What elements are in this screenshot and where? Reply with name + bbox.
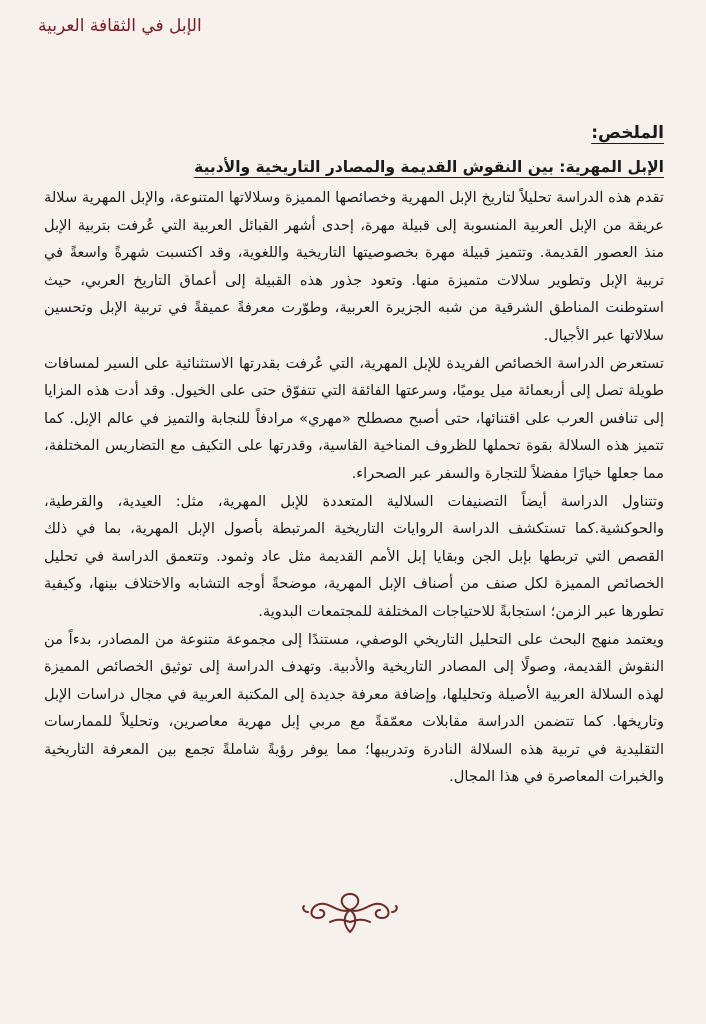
ornament-divider-icon	[300, 888, 400, 938]
abstract-heading: الملخص:	[591, 123, 664, 143]
abstract-paragraph: تستعرض الدراسة الخصائص الفريدة للإبل المهرية، التي عُرفت بقدرتها الاستثنائية على السير لمسافات طويلة تصل إلى أربعمائة ميل يوميًا، وسرعتها الفائقة التي تتفوّق حتى على الخيول. وقد أدت هذه المزايا إلى تنافس العرب على اقتنائها، حتى أصبح مصطلح «مهري» مرادفاً للنجابة والتميز في عالم الإبل. كما تتميز هذه السلالة بقوة تحملها للظروف المناخية القاسية، وقدرتها على التكيف مع التضاريس المختلفة، مما جعلها خيارًا مفضلاً للتجارة والسفر عبر الصحراء.	[44, 354, 664, 482]
book-title-logo: الإبل في الثقافة العربية	[38, 16, 202, 36]
abstract-paragraph: وتتناول الدراسة أيضاً التصنيفات السلالية المتعددة للإبل المهرية، مثل: العيدية، والقرطية، والحوكشية.كما تستكشف الدراسة الروايات التاريخية المرتبطة بأصول الإبل المهرية، بما في ذلك القصص التي تربطها بإبل الجن وبقايا إبل الأمم القديمة مثل عاد وثمود. وتتعمق الدراسة في تحليل الخصائص المميزة لكل صنف من أصناف الإبل المهرية، موضحةً أوجه التشابه والاختلاف بينها، وكيفية تطورها عبر الزمن؛ استجابةً للاحتياجات المختلفة للمجتمعات البدوية.	[44, 492, 664, 620]
abstract-section	[44, 120, 664, 791]
abstract-paragraph: تقدم هذه الدراسة تحليلاً لتاريخ الإبل المهرية وخصائصها المميزة وسلالاتها المتنوعة، والإبل المهرية سلالة عريقة من الإبل العربية المنسوبة إلى قبيلة مهرة، إحدى أشهر القبائل العربية التي عُرفت بتربية الإبل منذ العصور القديمة. وتتميز قبيلة مهرة بخصوصيتها التاريخية واللغوية، وقد اكتسبت شهرةً واسعةً في تربية الإبل وتطوير سلالات متميزة منها. وتعود جذور هذه القبيلة إلى أعماق التاريخ العربي، حيث استوطنت المناطق الشرقية من شبه الجزيرة العربية، وطوّرت معرفةً عميقةً في تربية الإبل وتحسين سلالاتها عبر الأجيال.	[44, 189, 664, 344]
abstract-title: الإبل المهرية: بين النقوش القديمة والمصادر التاريخية والأدبية	[194, 158, 664, 176]
abstract-paragraph: ويعتمد منهج البحث على التحليل التاريخي الوصفي، مستندًا إلى مجموعة متنوعة من المصادر، بدءاً من النقوش القديمة، وصولًا إلى المصادر التاريخية والأدبية. وتهدف الدراسة إلى توثيق الخصائص المميزة لهذه السلالة العربية الأصيلة وتحليلها، وإضافة معرفة جديدة إلى المكتبة العربية في مجال دراسات الإبل وتاريخها. كما تتضمن الدراسة مقابلات معمّقةً مع مربي إبل مهرية معاصرين، وتحليلاً للممارسات التقليدية في تربية هذه السلالة النادرة وتدريبها؛ مما يوفر رؤيةً شاملةً تجمع بين المعرفة التاريخية والخبرات المعاصرة في هذا المجال.	[44, 630, 664, 786]
